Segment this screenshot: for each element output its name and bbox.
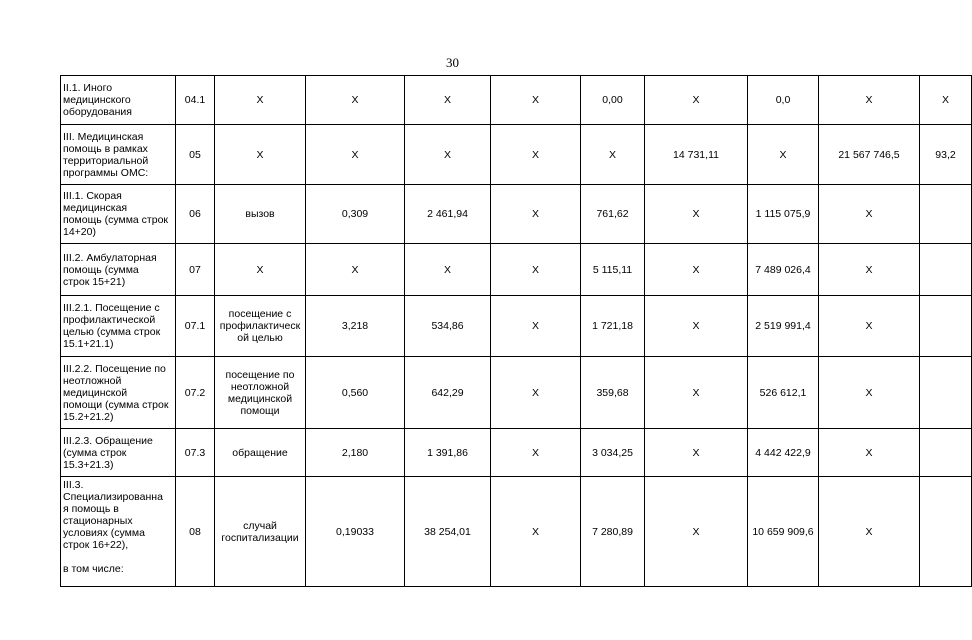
row-name-line: 15.3+21.3) (63, 458, 114, 471)
row-unit-line: посещение по (225, 368, 295, 381)
row-value-cell: 1 721,18 (581, 296, 645, 357)
row-name-cell (61, 357, 176, 429)
row-value-cell: X (819, 185, 920, 244)
row-name-line: стационарных (63, 515, 133, 527)
row-code-cell: 06 (176, 185, 215, 244)
row-value-cell: 38 254,01 (405, 477, 491, 587)
row-value-cell: X (491, 125, 581, 185)
row-unit-cell (215, 296, 306, 357)
row-name-cell (61, 125, 176, 185)
row-value-cell: 1 391,86 (405, 429, 491, 477)
row-name-cell (61, 429, 176, 477)
row-value-cell: 0,309 (306, 185, 405, 244)
row-name-line: целью (сумма строк (63, 326, 161, 338)
row-name-cell (61, 76, 176, 125)
row-value-cell: 14 731,11 (645, 125, 748, 185)
row-value-cell: X (491, 296, 581, 357)
row-value-cell: X (491, 76, 581, 125)
row-name-line: III.2.3. Обращение (63, 434, 153, 447)
row-name-line: территориальной (63, 154, 149, 167)
row-value-cell: 0,0 (748, 76, 819, 125)
row-name-line: медицинская (63, 202, 128, 214)
table-row (61, 185, 972, 244)
row-unit-cell (215, 244, 306, 296)
row-unit-line: медицинской (227, 392, 293, 405)
row-value-cell (920, 477, 972, 587)
row-value-cell: X (491, 429, 581, 477)
row-value-cell: X (819, 76, 920, 125)
row-unit-cell (215, 357, 306, 429)
row-value-cell: X (819, 244, 920, 296)
row-name-line: III.2.1. Посещение с (63, 302, 160, 314)
row-unit-cell (215, 185, 306, 244)
row-name-line: помощь (сумма строк (63, 214, 169, 226)
row-unit-line: профилактическ (219, 320, 301, 332)
row-name-cell (61, 296, 176, 357)
row-code-cell: 08 (176, 477, 215, 587)
row-value-cell: 0,00 (581, 76, 645, 125)
row-value-cell: 5 115,11 (581, 244, 645, 296)
row-unit-line: помощи (240, 404, 280, 417)
row-name-line: строк 16+22), (63, 539, 129, 551)
row-unit-line: X (256, 94, 264, 106)
row-unit-line: госпитализации (221, 531, 299, 544)
row-name-line: условиях (сумма (63, 527, 145, 539)
page-number: 30 (446, 55, 459, 70)
row-unit-line: случай (243, 519, 277, 532)
row-value-cell: 761,62 (581, 185, 645, 244)
row-name-line: помощь в рамках (63, 142, 148, 155)
row-value-cell: X (306, 76, 405, 125)
row-name-line: II.1. Иного (63, 82, 113, 94)
row-value-cell: X (645, 477, 748, 587)
row-value-cell: X (819, 477, 920, 587)
row-value-cell: 3,218 (306, 296, 405, 357)
row-value-cell: 2 461,94 (405, 185, 491, 244)
data-table (60, 75, 972, 587)
row-code-cell: 07.1 (176, 296, 215, 357)
row-value-cell: 2,180 (306, 429, 405, 477)
row-value-cell (920, 429, 972, 477)
row-unit-line: ой целью (237, 332, 283, 344)
row-name-line: программы ОМС: (63, 166, 149, 179)
row-name-line: строк 15+21) (63, 275, 126, 288)
row-value-cell: X (748, 125, 819, 185)
row-unit-line: посещение с (228, 308, 292, 320)
row-value-cell (920, 296, 972, 357)
row-value-cell: X (491, 244, 581, 296)
row-value-cell: 1 115 075,9 (748, 185, 819, 244)
row-unit-cell (215, 477, 306, 587)
row-name-line (63, 551, 173, 563)
row-name-line: 14+20) (63, 226, 96, 238)
row-value-cell: 526 612,1 (748, 357, 819, 429)
row-value-cell: 0,560 (306, 357, 405, 429)
row-value-cell: X (306, 125, 405, 185)
row-value-cell: X (405, 244, 491, 296)
row-unit-line: X (256, 148, 264, 161)
table-row (61, 357, 972, 429)
row-code-cell: 07.3 (176, 429, 215, 477)
row-unit-cell (215, 429, 306, 477)
row-value-cell (920, 185, 972, 244)
row-value-cell: 93,2 (920, 125, 972, 185)
row-name-line: оборудования (63, 106, 132, 118)
row-value-cell: 4 442 422,9 (748, 429, 819, 477)
row-value-cell: X (645, 185, 748, 244)
row-value-cell: X (306, 244, 405, 296)
table-row (61, 477, 972, 587)
row-unit-line: вызов (245, 208, 275, 220)
row-value-cell: X (819, 429, 920, 477)
row-value-cell: 0,19033 (306, 477, 405, 587)
row-value-cell: 534,86 (405, 296, 491, 357)
row-name-line: III.3. (63, 479, 84, 491)
table-row (61, 296, 972, 357)
row-name-line: 15.1+21.1) (63, 338, 114, 350)
row-name-line: III.1. Скорая (63, 190, 122, 202)
row-name-line: 15.2+21.2) (63, 410, 114, 423)
row-code-cell: 05 (176, 125, 215, 185)
row-value-cell: X (405, 125, 491, 185)
row-unit-line: обращение (232, 446, 288, 459)
row-code-cell: 07 (176, 244, 215, 296)
row-value-cell: X (645, 296, 748, 357)
row-name-line: III.2.2. Посещение по (63, 362, 166, 375)
row-value-cell: X (491, 477, 581, 587)
row-value-cell (920, 244, 972, 296)
row-value-cell: 21 567 746,5 (819, 125, 920, 185)
row-name-line: медицинского (63, 94, 131, 106)
row-value-cell: X (491, 185, 581, 244)
row-value-cell: 3 034,25 (581, 429, 645, 477)
row-name-line: медицинской (63, 386, 128, 399)
row-value-cell: X (819, 357, 920, 429)
row-name-line: III.2. Амбулаторная (63, 251, 157, 264)
row-name-line: помощи (сумма строк (63, 398, 169, 411)
row-value-cell: 10 659 909,6 (748, 477, 819, 587)
row-value-cell: X (405, 76, 491, 125)
row-value-cell: 7 280,89 (581, 477, 645, 587)
row-value-cell: 642,29 (405, 357, 491, 429)
row-value-cell: X (645, 357, 748, 429)
table-row (61, 244, 972, 296)
row-unit-line: неотложной (230, 380, 290, 393)
row-value-cell: X (645, 244, 748, 296)
row-name-line: неотложной (63, 374, 122, 387)
row-name-line: помощь (сумма (63, 263, 139, 276)
row-value-cell: X (920, 76, 972, 125)
row-name-line: Специализированна (63, 491, 163, 503)
row-value-cell: 359,68 (581, 357, 645, 429)
row-value-cell: 7 489 026,4 (748, 244, 819, 296)
row-name-line: профилактической (63, 314, 156, 326)
row-name-line: я помощь в (63, 503, 119, 515)
row-code-cell: 04.1 (176, 76, 215, 125)
row-name-cell (61, 185, 176, 244)
row-unit-cell (215, 76, 306, 125)
row-name-cell (61, 244, 176, 296)
row-name-line: III. Медицинская (63, 130, 144, 143)
row-value-cell: X (819, 296, 920, 357)
table-row (61, 76, 972, 125)
row-value-cell: X (581, 125, 645, 185)
row-value-cell: 2 519 991,4 (748, 296, 819, 357)
row-code-cell: 07.2 (176, 357, 215, 429)
row-name-cell (61, 477, 176, 587)
row-value-cell: X (645, 429, 748, 477)
row-name-line: в том числе: (63, 563, 124, 575)
row-value-cell: X (645, 76, 748, 125)
row-unit-cell (215, 125, 306, 185)
row-name-line: (сумма строк (63, 446, 127, 459)
row-value-cell (920, 357, 972, 429)
table-row (61, 125, 972, 185)
row-unit-line: X (256, 263, 264, 276)
table-row (61, 429, 972, 477)
row-value-cell: X (491, 357, 581, 429)
